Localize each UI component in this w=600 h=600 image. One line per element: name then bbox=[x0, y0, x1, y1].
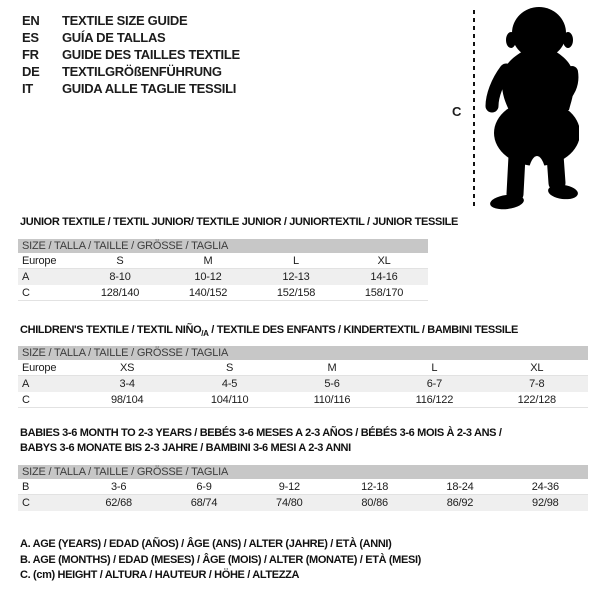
row-label: Europe bbox=[22, 361, 57, 374]
cell: 140/152 bbox=[188, 286, 228, 299]
row-label: A bbox=[22, 270, 30, 283]
cell: 98/104 bbox=[110, 393, 144, 406]
lang-code: FR bbox=[22, 47, 39, 62]
row-label: C bbox=[22, 286, 30, 299]
cell: 12-18 bbox=[361, 480, 389, 493]
row-label: Europe bbox=[22, 254, 57, 267]
cell: 68/74 bbox=[190, 496, 218, 509]
cell: 10-12 bbox=[194, 270, 222, 283]
table-row-months bbox=[18, 479, 588, 495]
children-size-table bbox=[18, 346, 588, 408]
babies-title-line2: BABYS 3-6 MONATE BIS 2-3 JAHRE / BAMBINI 3-6 MESI A 2-3 ANNI bbox=[20, 442, 351, 454]
table-row-europe bbox=[18, 253, 428, 269]
table-row-height bbox=[18, 285, 428, 301]
lang-row-it bbox=[22, 80, 240, 97]
babies-section-title bbox=[20, 426, 502, 456]
cell: 92/98 bbox=[532, 496, 559, 509]
note-c: C. (cm) HEIGHT / ALTURA / HAUTEUR / HÖHE / ALTEZZA bbox=[20, 569, 300, 581]
cell: M bbox=[203, 254, 213, 267]
cell: 128/140 bbox=[100, 286, 140, 299]
lang-title: TEXTILGRÖßENFÜHRUNG bbox=[62, 64, 222, 79]
legend-notes bbox=[20, 537, 421, 584]
cell: 3-4 bbox=[119, 377, 135, 390]
cell: M bbox=[327, 361, 337, 374]
junior-size-table bbox=[18, 239, 428, 301]
row-label: C bbox=[22, 496, 30, 509]
lang-code: EN bbox=[22, 13, 40, 28]
lang-title: GUÍA DE TALLAS bbox=[62, 30, 166, 45]
cell: L bbox=[431, 361, 438, 374]
row-label: A bbox=[22, 377, 30, 390]
cell: 9-12 bbox=[278, 480, 300, 493]
size-header-bar: SIZE / TALLA / TAILLE / GRÖSSE / TAGLIA bbox=[18, 239, 428, 253]
lang-code: DE bbox=[22, 64, 40, 79]
cell: XL bbox=[377, 254, 391, 267]
table-row-height bbox=[18, 495, 588, 511]
note-b: B. AGE (MONTHS) / EDAD (MESES) / ÂGE (MOIS) / ALTER (MONATE) / ETÀ (MESI) bbox=[20, 553, 421, 566]
children-section-title bbox=[20, 323, 518, 341]
cell: 158/170 bbox=[364, 286, 404, 299]
cell: S bbox=[116, 254, 124, 267]
note-a: A. AGE (YEARS) / EDAD (AÑOS) / ÂGE (ANS) / ALTER (JAHRE) / ETÀ (ANNI) bbox=[20, 538, 392, 550]
cell: 3-6 bbox=[111, 480, 127, 493]
cell: 110/116 bbox=[313, 393, 351, 406]
row-label: C bbox=[22, 393, 30, 406]
lang-code: IT bbox=[22, 81, 33, 96]
size-header-bar: SIZE / TALLA / TAILLE / GRÖSSE / TAGLIA bbox=[18, 346, 588, 360]
cell: 4-5 bbox=[221, 377, 238, 390]
babies-title-line1: BABIES 3-6 MONTH TO 2-3 YEARS / BEBÉS 3-6 MESES A 2-3 AÑOS / BÉBÉS 3-6 MOIS À 2-3 ANS / bbox=[20, 427, 502, 439]
table-row-age bbox=[18, 376, 588, 392]
lang-row-fr bbox=[22, 46, 240, 63]
cell: 62/68 bbox=[105, 496, 132, 509]
cell: 12-13 bbox=[282, 270, 310, 283]
cell: 6-9 bbox=[196, 480, 212, 493]
cell: L bbox=[293, 254, 299, 267]
cell: XL bbox=[530, 361, 544, 374]
cell: 74/80 bbox=[276, 496, 303, 509]
lang-row-de bbox=[22, 63, 240, 80]
table-row-height bbox=[18, 392, 588, 408]
language-title-list bbox=[22, 12, 240, 97]
cell: 8-10 bbox=[109, 270, 131, 283]
lang-row-en bbox=[22, 12, 240, 29]
cell: 80/86 bbox=[361, 496, 388, 509]
cell: S bbox=[226, 361, 234, 374]
lang-row-es bbox=[22, 29, 240, 46]
children-title-sub: /A bbox=[201, 329, 209, 339]
lang-title: TEXTILE SIZE GUIDE bbox=[62, 13, 188, 28]
cell: 18-24 bbox=[446, 480, 474, 493]
cell: 86/92 bbox=[446, 496, 474, 509]
row-label: B bbox=[22, 480, 30, 493]
toddler-silhouette-image bbox=[483, 6, 579, 212]
cell: 7-8 bbox=[529, 377, 545, 390]
lang-title: GUIDA ALLE TAGLIE TESSILI bbox=[62, 81, 237, 96]
height-dashed-line bbox=[473, 10, 475, 208]
cell: 24-36 bbox=[531, 480, 559, 493]
cell: 122/128 bbox=[517, 393, 556, 406]
lang-code: ES bbox=[22, 30, 39, 45]
cell: 5-6 bbox=[324, 377, 340, 390]
babies-size-table bbox=[18, 465, 588, 511]
children-title-post: / TEXTILE DES ENFANTS / KINDERTEXTIL / BAMBINI TESSILE bbox=[208, 324, 518, 336]
size-header-bar: SIZE / TALLA / TAILLE / GRÖSSE / TAGLIA bbox=[18, 465, 588, 479]
table-row-europe bbox=[18, 360, 588, 376]
cell: 104/110 bbox=[210, 393, 249, 406]
junior-section-title: JUNIOR TEXTILE / TEXTIL JUNIOR/ TEXTILE JUNIOR / JUNIORTEXTIL / JUNIOR TESSILE bbox=[20, 216, 459, 228]
table-row-age bbox=[18, 269, 428, 285]
cell: 14-16 bbox=[370, 270, 398, 283]
height-measure-label: C bbox=[452, 104, 462, 119]
cell: 116/122 bbox=[415, 393, 454, 406]
cell: 152/158 bbox=[276, 286, 316, 299]
cell: XS bbox=[120, 361, 135, 374]
lang-title: GUIDE DES TAILLES TEXTILE bbox=[62, 47, 240, 62]
cell: 6-7 bbox=[426, 377, 443, 390]
children-title-pre: CHILDREN'S TEXTILE / TEXTIL NIÑO bbox=[20, 324, 202, 336]
